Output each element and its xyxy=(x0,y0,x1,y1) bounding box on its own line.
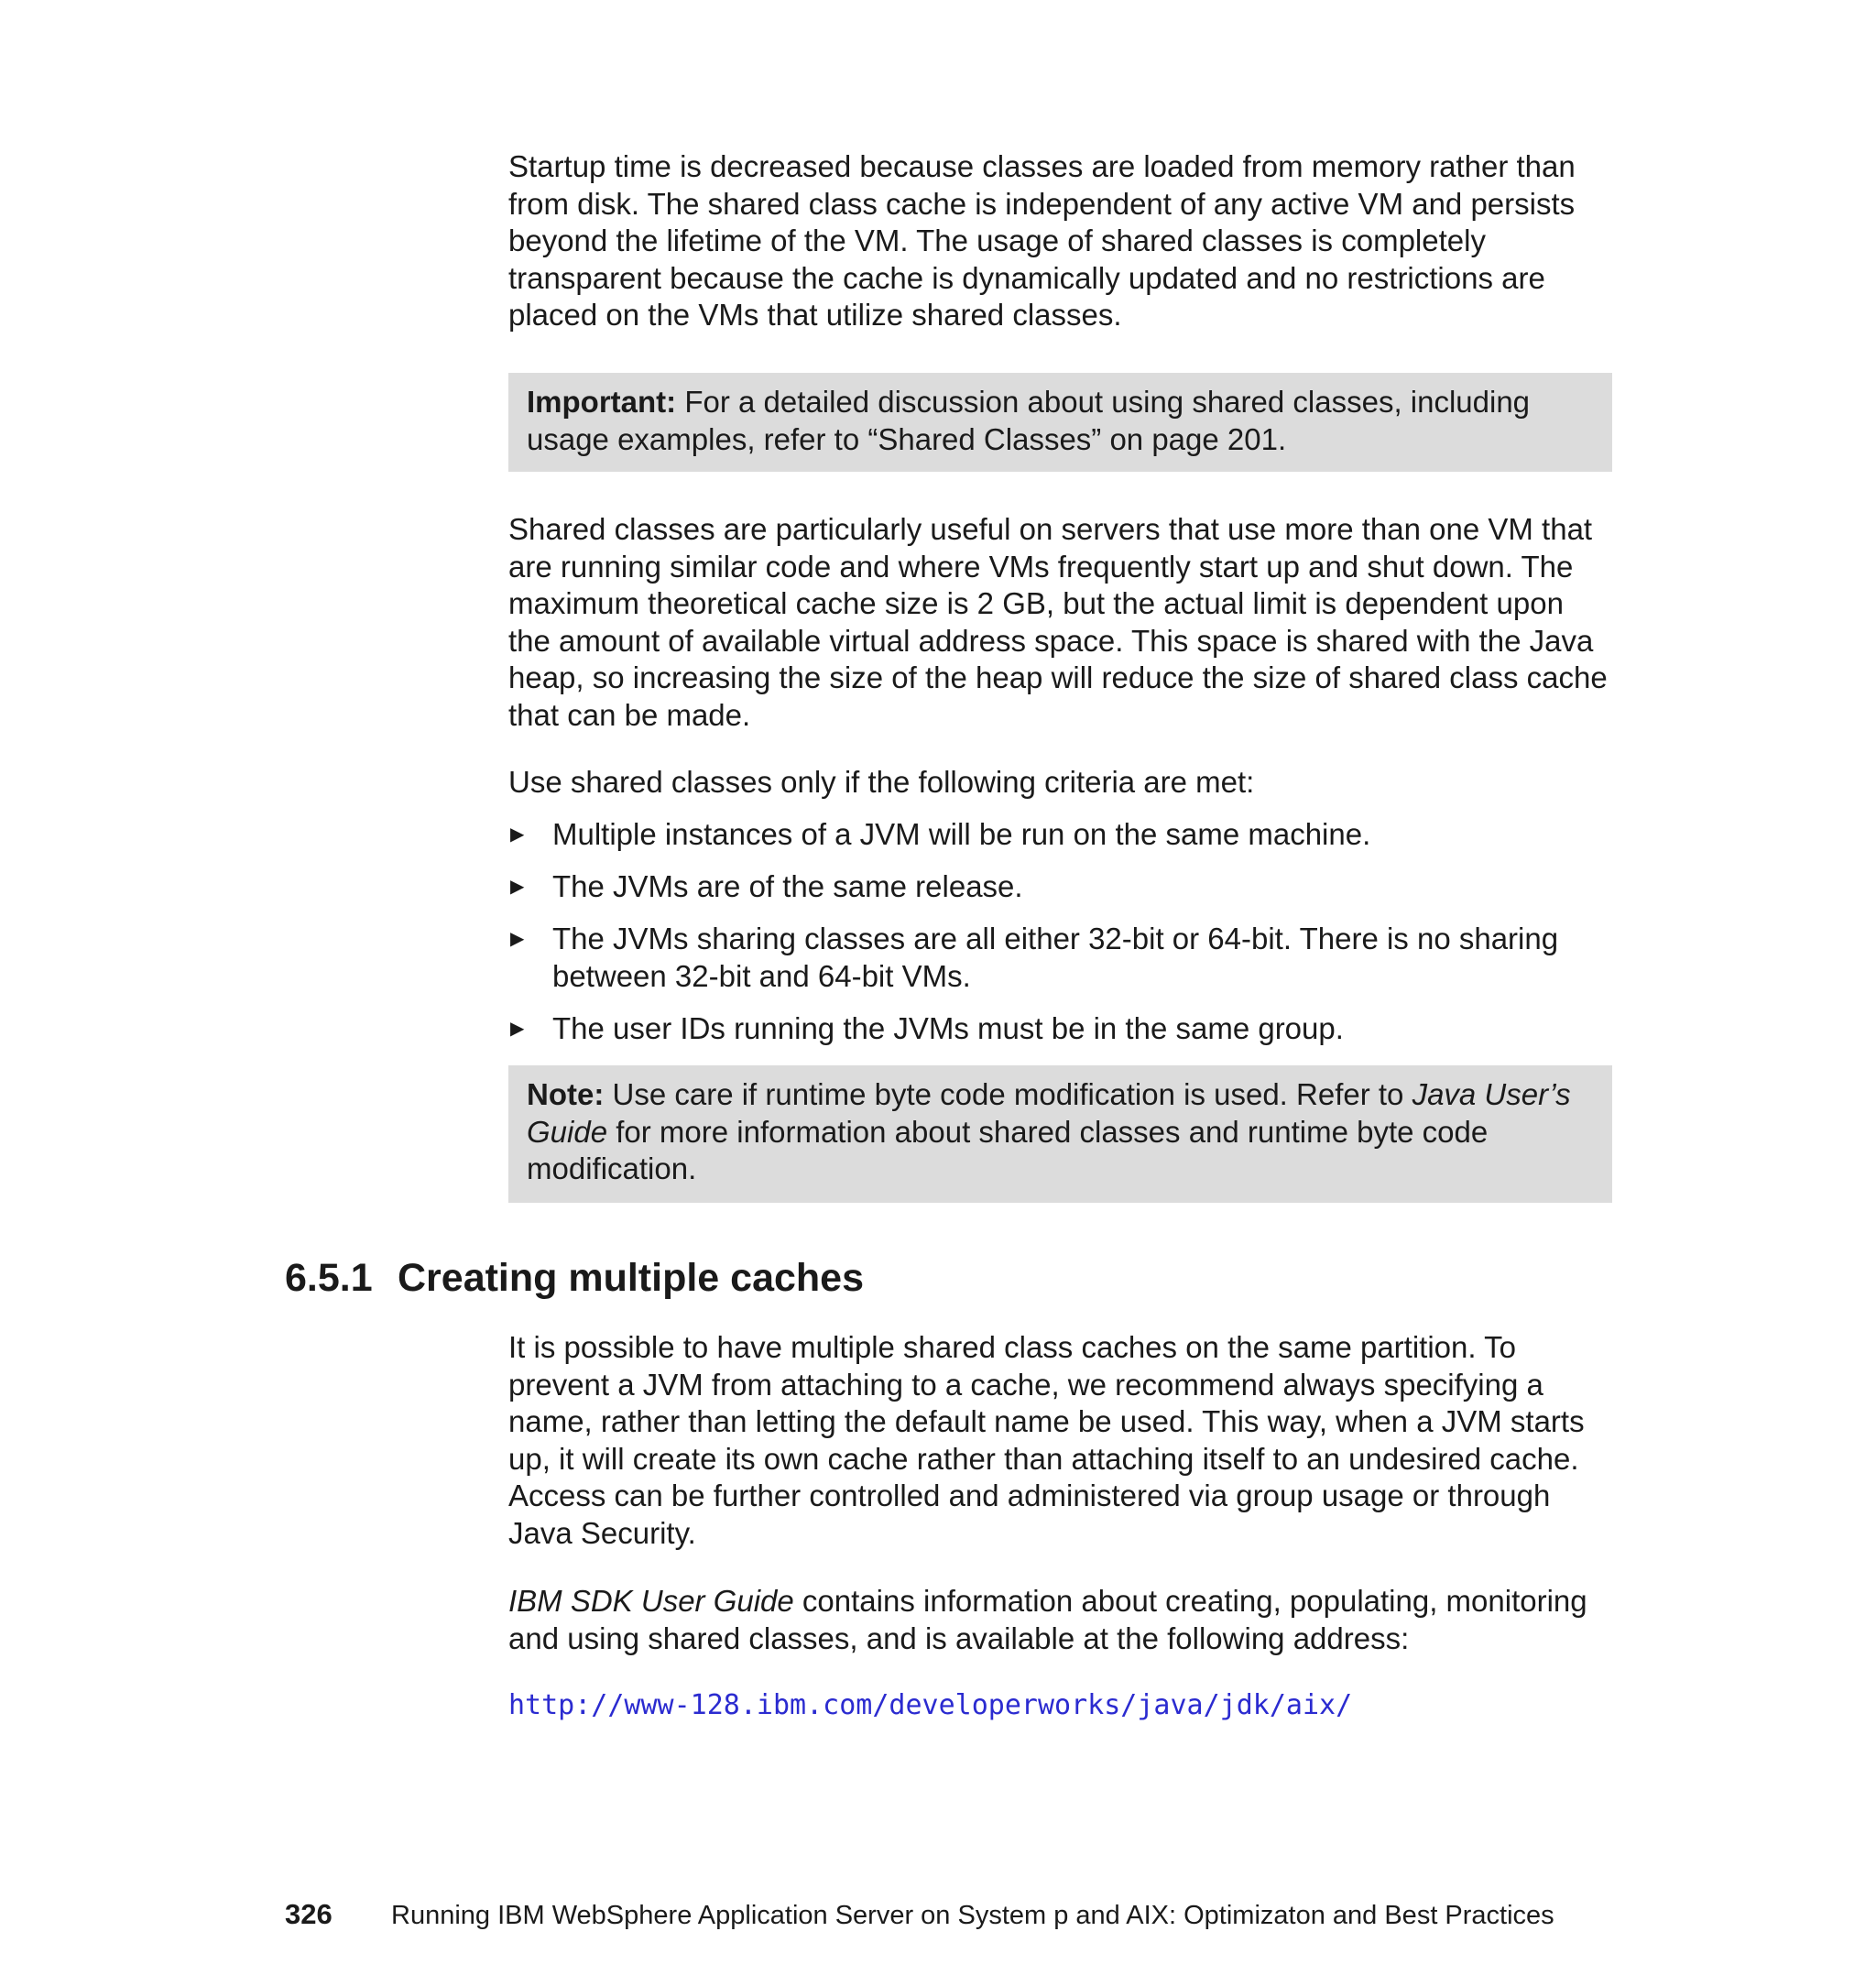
criteria-intro: Use shared classes only if the following criteria are met: xyxy=(508,765,1255,799)
note-label: Note: xyxy=(527,1077,605,1111)
important-text: For a detailed discussion about using shared classes, including usage examples, refer to “Shared Classes” on page 201. xyxy=(527,385,1531,456)
body-paragraph: It is possible to have multiple shared class caches on the same partition. To prevent a JVM from attaching to a cache, we recommend always specifying a name, rather than letting the default name be used. This way, when a JVM starts up, it will create its own cache rather than attaching itself to an undesired cache. Access can be further controlled and administered via group usage or through Java Security. xyxy=(508,1330,1585,1550)
bullet-arrow-icon: ▶ xyxy=(510,877,525,897)
body-paragraph: Shared classes are particularly useful on servers that use more than one VM that are running similar code and where VMs frequently start up and shut down. The maximum theoretical cache size is 2 GB, but the actual limit is dependent upon the amount of available virtual address space. This space is shared with the Java heap, so increasing the size of the heap will reduce the size of shared class cache that can be made. xyxy=(508,512,1608,732)
list-item: ▶ The user IDs running the JVMs must be in the same group. xyxy=(508,1010,1612,1048)
page-footer xyxy=(285,1898,1554,1932)
bullet-arrow-icon: ▶ xyxy=(510,929,525,949)
important-label: Important: xyxy=(527,385,677,419)
note-callout: Note: Use care if runtime byte code modification is used. Refer to Java User’s Guide for more information about shared classes and runtime byte code modification. xyxy=(508,1065,1612,1203)
section-number: 6.5.1 xyxy=(285,1256,373,1300)
criteria-list xyxy=(508,816,1612,1063)
body-paragraph: IBM SDK User Guide contains information about creating, populating, monitoring and using shared classes, and is available at the following address: xyxy=(508,1584,1587,1655)
section-title: Creating multiple caches xyxy=(398,1256,864,1300)
bullet-arrow-icon: ▶ xyxy=(510,824,525,845)
list-item: ▶ Multiple instances of a JVM will be run on the same machine. xyxy=(508,816,1612,854)
guide-title: Java User’s Guide xyxy=(527,1077,1571,1149)
book-title: Running IBM WebSphere Application Server on System p and AIX: Optimizaton and Best Practices xyxy=(391,1901,1554,1930)
important-callout xyxy=(508,373,1612,472)
section-heading xyxy=(285,1255,864,1301)
body-paragraph: Startup time is decreased because classes are loaded from memory rather than from disk. The shared class cache is independent of any active VM and persists beyond the lifetime of the VM. The usage of shared classes is completely transparent because the cache is dynamically updated and no restrictions are placed on the VMs that utilize shared classes. xyxy=(508,149,1576,332)
list-item: ▶ The JVMs are of the same release. xyxy=(508,868,1612,906)
list-item: ▶ The JVMs sharing classes are all either 32-bit or 64-bit. There is no sharing between 32-bit and 64-bit VMs. xyxy=(510,922,1559,993)
page-number: 326 xyxy=(285,1898,333,1930)
sdk-guide-title: IBM SDK User Guide xyxy=(508,1584,794,1618)
ibm-url-link[interactable]: http://www-128.ibm.com/developerworks/java/jdk/aix/ xyxy=(508,1689,1353,1721)
bullet-arrow-icon: ▶ xyxy=(510,1018,525,1039)
